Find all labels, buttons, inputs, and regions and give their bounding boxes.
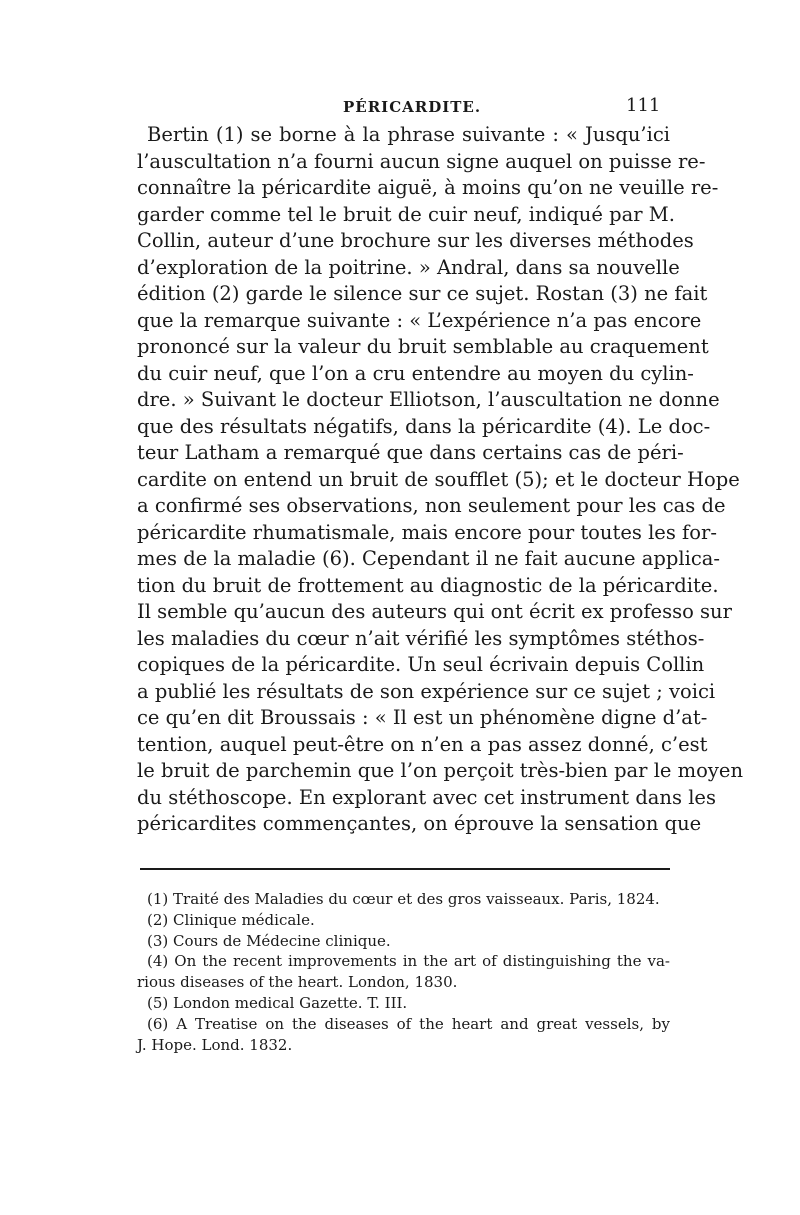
body-line: que des résultats négatifs, dans la péricardite (4). Le doc- — [137, 414, 711, 438]
footnote-continuation: J. Hope. Lond. 1832. — [137, 1035, 293, 1054]
body-line: prononcé sur la valeur du bruit semblable au craquement — [137, 335, 709, 358]
page-number: 111 — [626, 95, 661, 116]
body-line: que la remarque suivante : « L’expérience n’a pas encore — [137, 308, 702, 332]
body-line: l’auscultation n’a fourni aucun signe auquel on puisse re- — [137, 149, 706, 173]
body-line: tion du bruit de frottement au diagnostic de la péricardite. — [137, 573, 719, 597]
footnote: (4) On the recent improvements in the art of distinguishing the va- — [147, 952, 670, 971]
footnote: (1) Traité des Maladies du cœur et des gros vaisseaux. Paris, 1824. — [147, 890, 660, 908]
body-line: le bruit de parchemin que l’on perçoit très-bien par le moyen — [137, 759, 744, 782]
footnote: (3) Cours de Médecine clinique. — [147, 931, 391, 950]
body-line: Il semble qu’aucun des auteurs qui ont écrit ex professo sur — [137, 600, 732, 623]
footnotes — [137, 889, 670, 1055]
body-line: mes de la maladie (6). Cependant il ne fait aucune applica- — [137, 547, 720, 570]
body-line: d’exploration de la poitrine. » Andral, dans sa nouvelle — [137, 255, 680, 279]
body-line: Bertin (1) se borne à la phrase suivante : « Jusqu’ici — [147, 123, 670, 146]
footnote-continuation: rious diseases of the heart. London, 1830. — [137, 973, 458, 992]
body-line: connaître la péricardite aiguë, à moins qu’on ne veuille re- — [137, 176, 719, 199]
body-line: du stéthoscope. En explorant avec cet instrument dans les — [137, 785, 716, 809]
body-line: édition (2) garde le silence sur ce sujet. Rostan (3) ne fait — [137, 282, 708, 305]
body-line: péricardites commençantes, on éprouve la sensation que — [137, 812, 702, 835]
footnote-divider — [140, 868, 670, 870]
body-line: teur Latham a remarqué que dans certains cas de péri- — [137, 441, 684, 464]
body-line: dre. » Suivant le docteur Elliotson, l’auscultation ne donne — [137, 388, 720, 411]
body-line: a publié les résultats de son expérience sur ce sujet ; voici — [137, 679, 716, 703]
body-line: garder comme tel le bruit de cuir neuf, indiqué par M. — [137, 202, 675, 226]
body-text — [137, 122, 744, 838]
footnote: (5) London medical Gazette. T. III. — [147, 993, 408, 1012]
body-line: ce qu’en dit Broussais : « Il est un phénomène digne d’at- — [137, 706, 708, 729]
running-head: PÉRICARDITE. — [343, 98, 482, 116]
body-line: Collin, auteur d’une brochure sur les diverses méthodes — [137, 229, 694, 252]
footnote: (2) Clinique médicale. — [147, 910, 315, 929]
footnote: (6) A Treatise on the diseases of the heart and great vessels, by — [147, 1014, 670, 1033]
body-line: du cuir neuf, que l’on a cru entendre au moyen du cylin- — [137, 361, 694, 385]
body-line: les maladies du cœur n’ait vérifié les symptômes stéthos- — [137, 626, 705, 650]
body-line: péricardite rhumatismale, mais encore pour toutes les for- — [137, 520, 717, 544]
body-line: copiques de la péricardite. Un seul écrivain depuis Collin — [137, 653, 705, 676]
body-line: cardite on entend un bruit de soufflet (5); et le docteur Hope — [137, 467, 740, 491]
body-line: tention, auquel peut-être on n’en a pas assez donné, c’est — [137, 732, 708, 756]
body-line: a confirmé ses observations, non seulement pour les cas de — [137, 494, 726, 517]
